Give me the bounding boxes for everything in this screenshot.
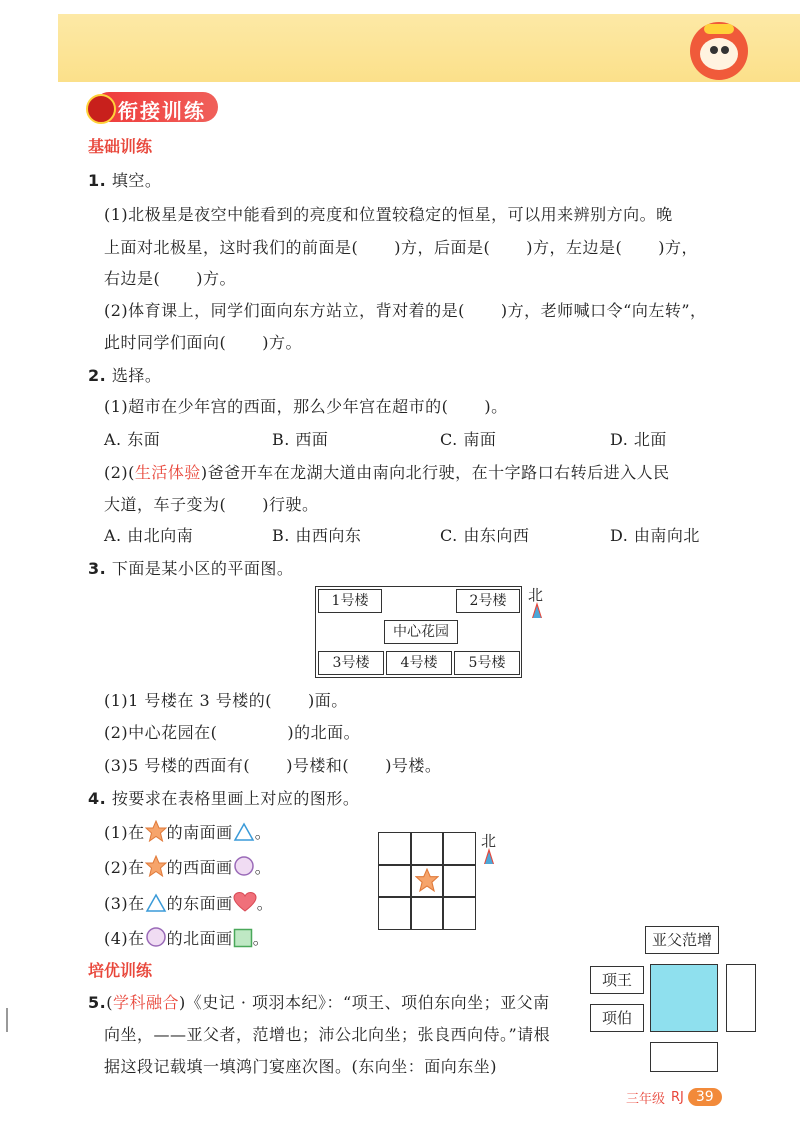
bag-icon — [86, 94, 116, 124]
q5-l1 — [88, 990, 550, 1013]
q4-text: 。 — [254, 858, 272, 877]
q4-title-line — [88, 786, 359, 809]
q2-p1-opt-c[interactable]: C. 南面 — [440, 430, 497, 449]
q1-text: )方，老师喊口令“向左转”， — [500, 301, 707, 320]
q1-text: (2)体育课上，同学们面向东方站立，背对着的是( — [104, 301, 465, 320]
q4-text: 。 — [252, 929, 270, 948]
star-icon — [415, 868, 439, 892]
mascot-eye-left — [710, 46, 718, 54]
grid-line — [379, 864, 475, 866]
q2-num: 2. — [88, 366, 107, 385]
q1-num: 1. — [88, 171, 107, 190]
q2-p1-opt-a[interactable]: A. 东面 — [104, 430, 161, 449]
q1-p1-l3 — [104, 266, 236, 289]
q3-text: )号楼。 — [385, 756, 442, 775]
q1-text: )方，后面是( — [394, 238, 491, 257]
q2-text: (1)超市在少年宫的西面，那么少年宫在超市的( — [104, 397, 449, 416]
q2-p1 — [104, 394, 508, 417]
q1-title: 填空。 — [111, 171, 162, 190]
q1-p1-l2 — [104, 235, 698, 258]
q4-text: 的南面画 — [166, 823, 233, 842]
banquet-table — [650, 964, 718, 1032]
q2-text: )爸爸开车在龙湖大道由南向北行驶，在十字路口右转后进入人民 — [200, 463, 670, 482]
q1-text: 上面对北极星，这时我们的前面是( — [104, 238, 359, 257]
community-plan — [315, 586, 522, 678]
q3-text: (2)中心花园在( — [104, 723, 218, 742]
seat-answer-east[interactable] — [726, 964, 756, 1032]
q4-text: 的北面画 — [166, 929, 233, 948]
q2-text: )行驶。 — [262, 495, 319, 514]
q1-text: 右边是( — [104, 269, 161, 288]
q2-p2-opt-a[interactable]: A. 由北向南 — [104, 526, 194, 545]
q3-text: )号楼和( — [286, 756, 350, 775]
q4-text: 。 — [254, 823, 272, 842]
heart-icon — [233, 891, 257, 913]
q2-title-line — [88, 363, 161, 386]
q1-text: )方。 — [196, 269, 236, 288]
mascot-face — [700, 38, 738, 70]
seat-yafu-fanzeng: 亚父范增 — [645, 926, 719, 954]
q5-text: )《史记 · 项羽本纪》：“项王、项伯东向坐；亚父南 — [178, 993, 550, 1012]
q3-text: )面。 — [308, 691, 348, 710]
q4-p4 — [104, 926, 269, 949]
q4-title: 按要求在表格里画上对应的图形。 — [111, 789, 360, 808]
page-number: 39 — [688, 1088, 722, 1106]
star-icon — [145, 855, 167, 877]
q1-p2-l1 — [104, 298, 707, 321]
north-arrow-icon-inner — [533, 606, 541, 618]
edition-label: RJ — [671, 1089, 684, 1105]
sub-advanced: 培优训练 — [88, 961, 153, 980]
q4-text: 。 — [256, 894, 274, 913]
mascot-crown — [704, 24, 734, 34]
square-icon — [233, 928, 253, 948]
q1-text: )方。 — [262, 333, 302, 352]
seat-xiangbo: 项伯 — [590, 1004, 644, 1032]
q2-p2-opt-d[interactable]: D. 由南向北 — [610, 526, 700, 545]
q2-p2-l2 — [104, 492, 319, 515]
grid-line — [410, 833, 412, 929]
q2-p1-opt-d[interactable]: D. 北面 — [610, 430, 667, 449]
central-garden: 中心花园 — [384, 620, 458, 644]
seat-answer-south[interactable] — [650, 1042, 718, 1072]
seat-xiangwang: 项王 — [590, 966, 644, 994]
q4-p3 — [104, 891, 273, 914]
grid-line — [379, 896, 475, 898]
q4-text: (3)在 — [104, 894, 145, 913]
q5-l2: 向坐，——亚父者，范增也；沛公北向坐；张良西向侍。”请根 — [104, 1025, 551, 1044]
q5-num: 5. — [88, 993, 107, 1012]
q2-p2-opt-b[interactable]: B. 由西向东 — [272, 526, 362, 545]
q1-p1-l1: (1)北极星是夜空中能看到的亮度和位置较稳定的恒星，可以用来辨别方向。晚 — [104, 205, 673, 224]
q4-text: (1)在 — [104, 823, 145, 842]
circle-icon — [145, 926, 167, 948]
q4-text: (4)在 — [104, 929, 145, 948]
mascot-icon — [690, 22, 748, 80]
q3-title-line — [88, 556, 293, 579]
page-footer — [626, 1086, 722, 1108]
q1-text: )方， — [658, 238, 698, 257]
building-1: 1号楼 — [318, 589, 382, 613]
tag-subject: 学科融合 — [112, 993, 179, 1012]
triangle-icon — [233, 822, 255, 842]
q5-text: ( — [106, 993, 113, 1012]
building-3: 3号楼 — [318, 651, 384, 675]
q1-text: )方，左边是( — [526, 238, 623, 257]
north-arrow-icon-inner — [485, 852, 493, 864]
building-5: 5号楼 — [454, 651, 520, 675]
q4-text: (2)在 — [104, 858, 145, 877]
building-4: 4号楼 — [386, 651, 452, 675]
q1-title-line — [88, 168, 161, 191]
q3-text: (1)1 号楼在 3 号楼的( — [104, 691, 273, 710]
q4-p2 — [104, 855, 271, 878]
q1-p2-l2 — [104, 330, 302, 353]
q2-text: (2)( — [104, 463, 135, 482]
section-title: 衔接训练 — [118, 99, 206, 123]
q2-p2-l1 — [104, 460, 670, 483]
q2-p2-opt-c[interactable]: C. 由东向西 — [440, 526, 530, 545]
q3-p3 — [104, 753, 441, 776]
building-2: 2号楼 — [456, 589, 520, 613]
q3-text: (3)5 号楼的西面有( — [104, 756, 251, 775]
grade-label: 三年级 — [626, 1091, 666, 1107]
q4-text: 的西面画 — [166, 858, 233, 877]
page-edge-mark — [6, 1008, 8, 1032]
tag-life: 生活体验 — [134, 463, 201, 482]
circle-icon — [233, 855, 255, 877]
q3-text: )的北面。 — [287, 723, 361, 742]
drawing-grid[interactable] — [378, 832, 476, 930]
q2-p1-opt-b[interactable]: B. 西面 — [272, 430, 329, 449]
north-label-grid: 北 — [481, 832, 497, 850]
q4-p1 — [104, 820, 271, 843]
q4-num: 4. — [88, 789, 107, 808]
q1-text: 此时同学们面向( — [104, 333, 227, 352]
q3-num: 3. — [88, 559, 107, 578]
q5-l3: 据这段记载填一填鸿门宴座次图。(东向坐：面向东坐) — [104, 1057, 497, 1076]
q4-text: 的东面画 — [166, 894, 233, 913]
q3-p1 — [104, 688, 348, 711]
star-icon — [145, 820, 167, 842]
q3-p2 — [104, 720, 360, 743]
mascot-eye-right — [721, 46, 729, 54]
sub-basic: 基础训练 — [88, 137, 153, 156]
north-label-plan: 北 — [528, 586, 544, 604]
q2-text: 大道，车子变为( — [104, 495, 227, 514]
q2-text: )。 — [484, 397, 508, 416]
q3-title: 下面是某小区的平面图。 — [111, 559, 294, 578]
q2-title: 选择。 — [111, 366, 162, 385]
section-header — [86, 92, 218, 122]
header-banner — [58, 14, 800, 82]
grid-line — [442, 833, 444, 929]
triangle-icon — [145, 893, 167, 913]
